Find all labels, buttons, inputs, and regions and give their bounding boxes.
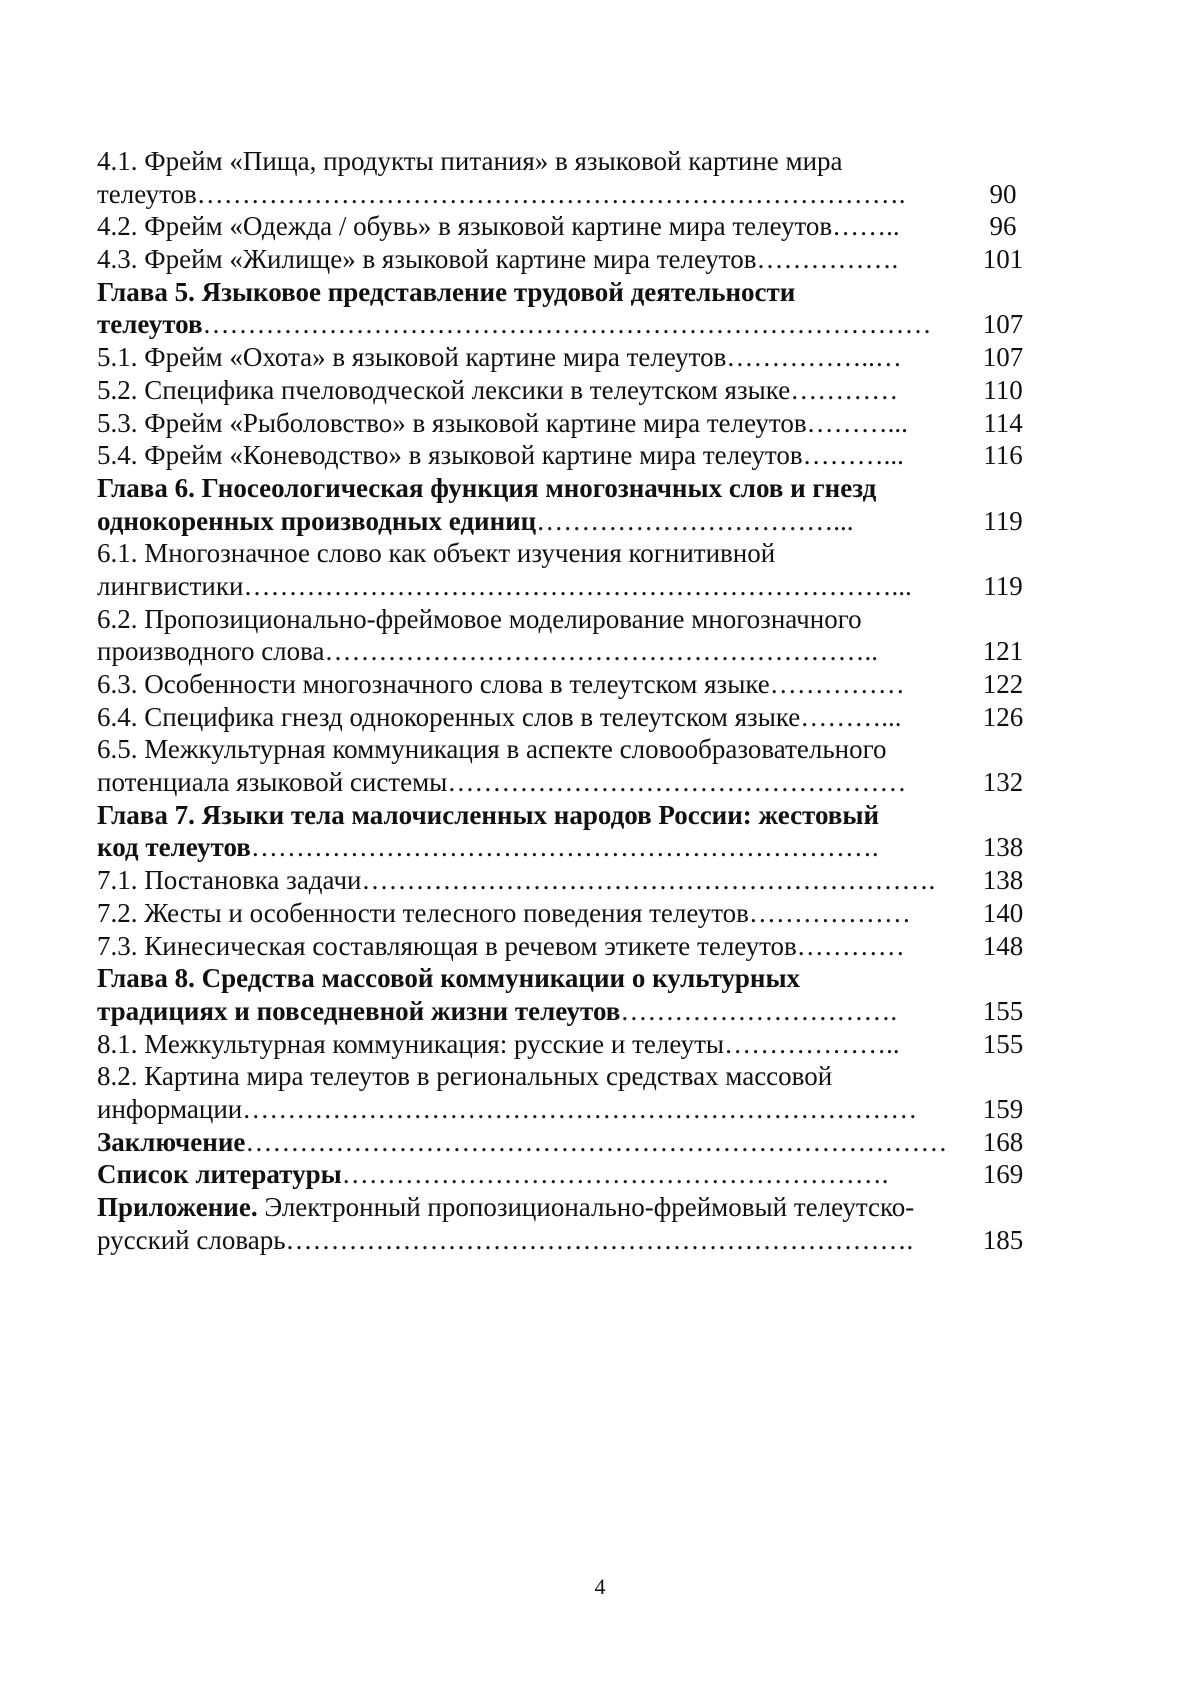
- toc-entry-text: [97, 1224, 967, 1257]
- toc-entry: [97, 603, 1039, 636]
- toc-entry-page: 116: [983, 440, 1023, 471]
- toc-entry-text: [97, 831, 967, 864]
- toc-entry: [97, 962, 1039, 995]
- toc-entry-plain-text: 8.1. Межкультурная коммуникация: русские и телеуты………………..: [97, 1028, 900, 1059]
- toc-entry-plain-text: 5.1. Фрейм «Охота» в языковой картине мира телеутов……………..…: [97, 342, 902, 373]
- toc-entry-plain-text: 4.2. Фрейм «Одежда / обувь» в языковой картине мира телеутов……..: [97, 211, 900, 242]
- toc-entry-heading-text: Список литературы: [97, 1159, 342, 1190]
- toc-entry-heading-text: Приложение.: [97, 1192, 258, 1222]
- toc-entry-page: 107: [982, 309, 1024, 340]
- toc-entry-heading-text: Заключение: [97, 1126, 246, 1157]
- toc-entry-plain-text: лингвистики………………………………………………………………...: [97, 570, 912, 601]
- toc-entry-heading-text: код телеутов: [97, 832, 251, 863]
- toc-entry-text: [97, 733, 967, 766]
- toc-entry-page: 140: [982, 897, 1024, 928]
- toc-entry-page: 90: [989, 178, 1017, 209]
- toc-entry-plain-text: 7.1. Постановка задачи……………………………………………………….: [97, 865, 936, 896]
- toc-entry-page: 119: [983, 570, 1023, 601]
- toc-entry-text: [97, 178, 967, 211]
- toc-entry-text: [97, 472, 967, 505]
- toc-entry-text: [97, 210, 967, 243]
- toc-entry-text: [97, 276, 967, 309]
- toc-entry-page: 126: [982, 701, 1024, 732]
- toc-entry: [97, 341, 1039, 374]
- toc-entry-text: [97, 537, 967, 570]
- toc-entry: [97, 1060, 1039, 1093]
- toc-entry-plain-text: 6.3. Особенности многозначного слова в телеутском языке……………: [97, 669, 905, 699]
- toc-entry-page: 107: [982, 342, 1024, 373]
- toc-entry-text: [97, 930, 967, 963]
- table-of-contents: [97, 145, 1039, 1256]
- toc-entry: [97, 243, 1039, 276]
- toc-entry: [97, 635, 1039, 668]
- toc-entry: [97, 1191, 1039, 1224]
- toc-entry: [97, 308, 1039, 341]
- toc-entry-plain-text: 5.4. Фрейм «Коневодство» в языковой картине мира телеутов………...: [97, 440, 904, 471]
- toc-entry-text: [97, 439, 967, 472]
- toc-entry-text: [97, 1028, 967, 1061]
- toc-entry: [97, 701, 1039, 734]
- toc-entry-page: 110: [983, 374, 1023, 405]
- toc-entry-plain-text: 6.1. Многозначное слово как объект изучения когнитивной: [97, 538, 776, 569]
- toc-entry-page: 169: [982, 1159, 1024, 1190]
- toc-entry-text: [97, 505, 967, 538]
- toc-entry-page: 101: [982, 244, 1024, 275]
- toc-entry-text: [97, 243, 967, 276]
- toc-entry: [97, 570, 1039, 603]
- toc-entry-heading-text: Глава 5. Языковое представление трудовой деятельности: [97, 276, 796, 307]
- toc-entry: [97, 668, 1039, 701]
- toc-entry-heading-text: однокоренных производных единиц: [97, 505, 537, 536]
- toc-entry-heading-text: Глава 7. Языки тела малочисленных народов России: жестовый: [97, 799, 880, 830]
- toc-entry-heading-text: Глава 6. Гносеологическая функция многозначных слов и гнезд: [97, 472, 877, 503]
- toc-entry-page: 159: [982, 1093, 1024, 1124]
- toc-entry-page: 138: [982, 832, 1024, 863]
- page-number: 4: [594, 1574, 606, 1599]
- toc-entry-heading-text: Глава 8. Средства массовой коммуникации о культурных: [97, 963, 801, 994]
- toc-entry-page: 148: [982, 930, 1024, 961]
- toc-entry: [97, 831, 1039, 864]
- toc-entry-plain-text: 8.2. Картина мира телеутов в региональных средствах массовой: [97, 1061, 833, 1092]
- toc-entry-text: [97, 962, 967, 995]
- toc-entry: [97, 864, 1039, 897]
- toc-entry-text: [97, 308, 967, 341]
- toc-entry-text: [97, 603, 967, 636]
- toc-entry-page: 138: [982, 865, 1024, 896]
- toc-entry-plain-text: ……………………………...: [536, 505, 854, 536]
- toc-entry: [97, 374, 1039, 407]
- toc-entry-plain-text: ………………………………………………………………………: [202, 309, 932, 340]
- toc-entry-plain-text: 6.4. Специфика гнезд однокоренных слов в телеутском языке………...: [97, 701, 902, 732]
- toc-entry-text: [97, 897, 967, 930]
- toc-entry-plain-text: 6.2. Пропозиционально-фреймовое моделирование многозначного: [97, 603, 862, 634]
- toc-entry: [97, 178, 1039, 211]
- toc-entry-text: [97, 995, 967, 1028]
- toc-entry-heading-text: традициях и повседневной жизни телеутов: [97, 995, 621, 1026]
- toc-entry-text: [97, 701, 967, 734]
- toc-entry-page: 155: [982, 995, 1024, 1026]
- toc-entry-plain-text: …………………………………………………….: [341, 1159, 889, 1190]
- toc-entry-plain-text: 4.3. Фрейм «Жилище» в языковой картине мира телеутов…………….: [97, 244, 899, 275]
- toc-entry: [97, 1224, 1039, 1257]
- toc-entry: [97, 1028, 1039, 1061]
- toc-entry-plain-text: 6.5. Межкультурная коммуникация в аспекте словообразовательного: [97, 734, 887, 765]
- toc-entry-page: 114: [983, 407, 1023, 438]
- toc-entry-text: [97, 374, 967, 407]
- toc-entry-text: [97, 1191, 967, 1224]
- toc-entry-text: [97, 668, 967, 701]
- toc-entry-plain-text: 5.3. Фрейм «Рыболовство» в языковой картине мира телеутов………...: [97, 407, 908, 438]
- toc-entry-plain-text: информации…………………………………………………………………: [97, 1093, 918, 1124]
- toc-entry: [97, 897, 1039, 930]
- toc-entry-text: [97, 864, 967, 897]
- toc-entry-page: 132: [982, 767, 1024, 798]
- toc-entry-text: [97, 635, 967, 668]
- toc-entry-text: [97, 766, 967, 799]
- toc-entry-text: [97, 341, 967, 374]
- toc-entry: [97, 766, 1039, 799]
- toc-entry-page: 155: [982, 1028, 1024, 1059]
- toc-entry-heading-text: телеутов: [97, 309, 203, 340]
- toc-entry: [97, 1126, 1039, 1159]
- toc-entry-plain-text: производного слова……………………………………………………..: [97, 636, 879, 667]
- toc-entry-page: 119: [983, 505, 1023, 536]
- toc-entry-text: [97, 407, 967, 440]
- toc-entry-page: 122: [982, 669, 1024, 699]
- toc-entry-text: [97, 1158, 967, 1191]
- toc-entry-page: 121: [982, 636, 1024, 667]
- toc-entry: [97, 930, 1039, 963]
- toc-entry-plain-text: телеутов…………………………………………………………………….: [97, 178, 906, 209]
- toc-entry-text: [97, 570, 967, 603]
- toc-entry: [97, 1093, 1039, 1126]
- toc-entry: [97, 995, 1039, 1028]
- toc-entry: [97, 439, 1039, 472]
- toc-entry-plain-text: потенциала языковой системы……………………………………………: [97, 767, 907, 798]
- toc-entry: [97, 276, 1039, 309]
- toc-entry-plain-text: 7.3. Кинесическая составляющая в речевом этикете телеутов…………: [97, 930, 905, 961]
- toc-entry-plain-text: 5.2. Специфика пчеловодческой лексики в телеутском языке…………: [97, 374, 899, 405]
- toc-entry-plain-text: ……………………………………………………………………: [245, 1126, 948, 1157]
- toc-entry-text: [97, 1126, 967, 1159]
- toc-entry-text: [97, 1093, 967, 1126]
- toc-entry: [97, 1158, 1039, 1191]
- toc-entry-plain-text: русский словарь…………………………………………………………….: [97, 1224, 914, 1255]
- toc-entry: [97, 472, 1039, 505]
- toc-entry: [97, 505, 1039, 538]
- toc-entry: [97, 799, 1039, 832]
- toc-entry-page: 168: [982, 1126, 1024, 1157]
- toc-entry: [97, 145, 1039, 178]
- toc-entry-plain-text: Электронный пропозиционально-фреймовый телеутско-: [257, 1192, 915, 1222]
- toc-entry-plain-text: 7.2. Жесты и особенности телесного поведения телеутов………………: [97, 897, 911, 928]
- toc-entry-plain-text: ………………………….: [620, 995, 898, 1026]
- toc-entry: [97, 407, 1039, 440]
- toc-entry-text: [97, 145, 967, 178]
- toc-entry-plain-text: …………………………………………………………….: [250, 832, 879, 863]
- toc-entry: [97, 537, 1039, 570]
- toc-entry-text: [97, 1060, 967, 1093]
- toc-entry-page: 96: [989, 211, 1017, 242]
- toc-entry-plain-text: 4.1. Фрейм «Пища, продукты питания» в языковой картине мира: [97, 146, 843, 176]
- toc-entry: [97, 733, 1039, 766]
- toc-entry-page: 185: [982, 1224, 1024, 1255]
- toc-entry-text: [97, 799, 967, 832]
- toc-entry: [97, 210, 1039, 243]
